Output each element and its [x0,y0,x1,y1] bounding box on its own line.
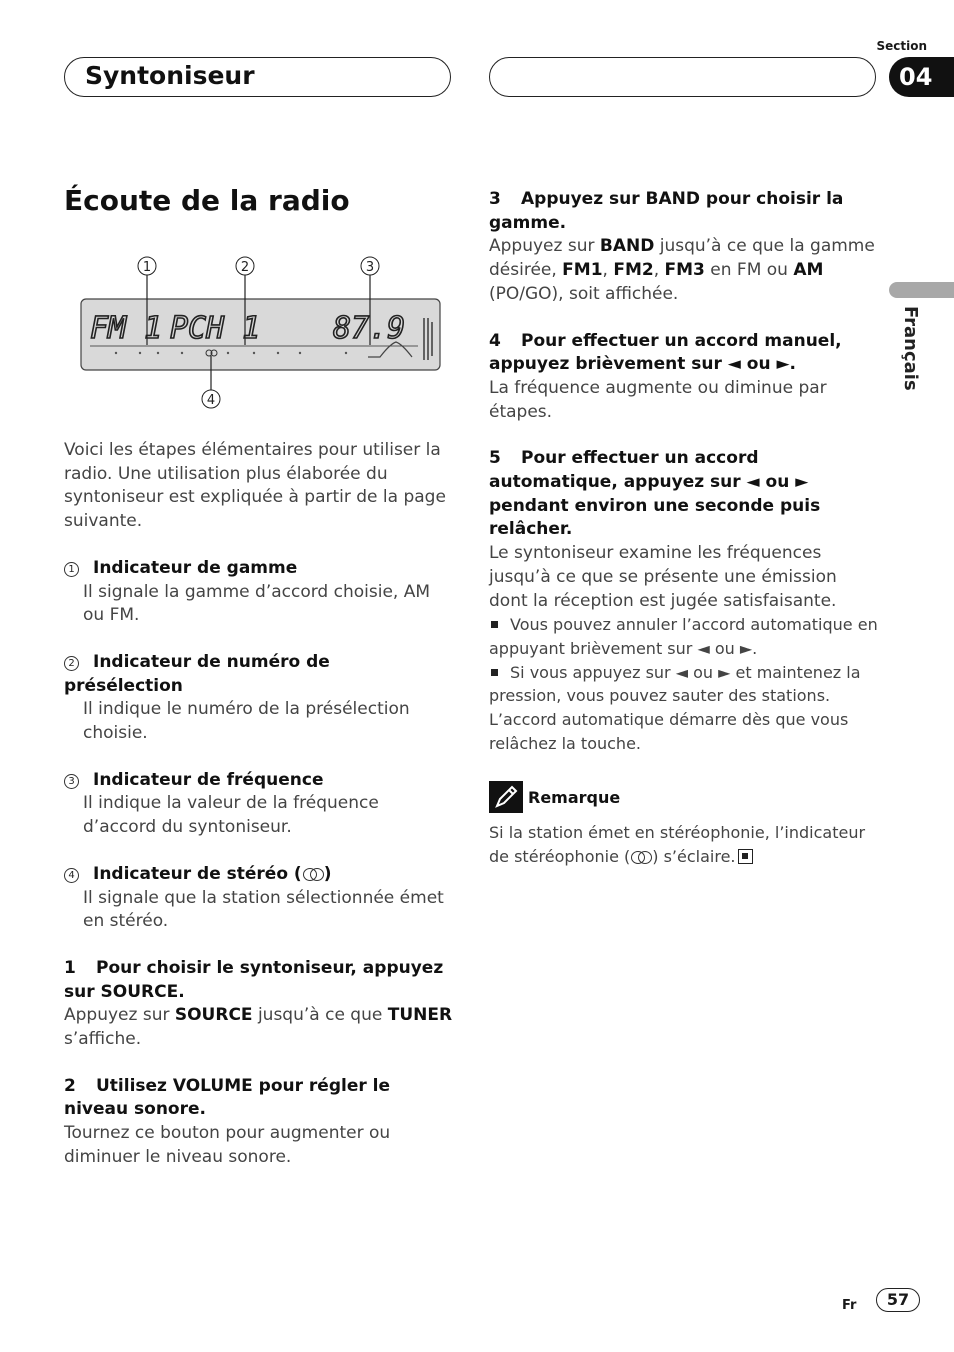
pencil-note-icon [489,781,523,813]
step-number: 2 [64,1075,76,1096]
step-5 [489,447,879,755]
language-tab-bar [889,282,954,298]
step-title: Pour effectuer un accord manuel, appuyez brièvement sur ◄ ou ►. [489,330,842,375]
end-of-section-icon [738,849,753,864]
step-number: 4 [489,330,501,351]
lcd-frequency: 87.9 [333,311,406,346]
square-bullet-icon [491,621,498,628]
indicator-body: Il indique la valeur de la fréquence d’accord du syntoniseur. [83,793,379,838]
language-tab-label: Français [900,306,921,391]
step-title: Utilisez VOLUME pour régler le niveau sonore. [64,1075,391,1120]
callout-3: 3 [365,260,375,275]
indicator-item-band [64,557,454,628]
step-number: 1 [64,957,76,978]
indicator-title: Indicateur de fréquence [93,769,324,790]
step-2 [64,1075,454,1170]
indicator-title: Indicateur de numéro de présélection [64,651,330,696]
step-title: Pour effectuer un accord automatique, appuyez sur ◄ ou ► pendant environ une seconde puis relâcher. [489,448,821,540]
indicator-body: Il signale la gamme d’accord choisie, AM ou FM. [83,581,431,626]
step-body: Le syntoniseur examine les fréquences jusqu’à ce que se présente une émission dont la réception est jugée satisfaisante. [489,543,837,611]
callout-marker: 2 [64,656,79,671]
section-number: 04 [889,57,954,97]
bullet-item: Vous pouvez annuler l’accord automatique en appuyant brièvement sur ◄ ou ►. [489,615,878,658]
step-1 [64,957,454,1052]
callout-2: 2 [240,260,250,275]
step-title: Pour choisir le syntoniseur, appuyez sur SOURCE. [64,957,444,1002]
indicator-body: Il signale que la station sélectionnée émet en stéréo. [83,887,444,932]
indicator-title: Indicateur de stéréo ( [93,863,302,884]
intro-paragraph: Voici les étapes élémentaires pour utiliser la radio. Une utilisation plus élaborée du syntoniseur est expliquée à partir de la page suivante. [64,440,446,532]
footer-language: Fr [842,1298,857,1313]
section-label: Section [876,39,927,53]
bullet-item: Si vous appuyez sur ◄ ou ► et maintenez la pression, vous pouvez sauter des stations. L’accord automatique démarre dès que vous relâchez la touche. [489,662,861,753]
left-column [64,439,454,1193]
callout-marker: 3 [64,774,79,789]
step-number: 5 [489,448,501,469]
page-number: 57 [876,1288,920,1312]
lcd-preset: PCH 1 [170,311,261,346]
header-blank-pill [489,57,876,97]
callout-marker: 4 [64,868,79,883]
note-body: Si la station émet en stéréophonie, l’indicateur de stéréophonie ( ) s’éclaire. [489,823,866,867]
indicator-body: Il indique le numéro de la présélection choisie. [83,699,410,744]
callout-marker: 1 [64,562,79,577]
lcd-segment-text [90,311,405,346]
step-4 [489,330,879,425]
stereo-icon [630,850,652,863]
indicator-item-frequency [64,769,454,840]
right-column [489,188,879,869]
step-body: Appuyez sur BAND jusqu’à ce que la gamme désirée, FM1, FM2, FM3 en FM ou AM (PO/GO), soit affichée. [489,236,875,304]
callout-1: 1 [142,260,152,275]
step-title: Appuyez sur BAND pour choisir la gamme. [489,189,844,233]
step-number: 3 [489,189,501,209]
step-body: La fréquence augmente ou diminue par étapes. [489,377,827,422]
stereo-icon [302,867,324,880]
note-box [489,781,879,868]
step-body: Appuyez sur SOURCE jusqu’à ce que TUNER s’affiche. [64,1005,453,1050]
step-3 [489,188,879,307]
radio-display-figure [78,250,443,415]
indicator-title: Indicateur de gamme [93,557,298,578]
indicator-item-preset [64,651,454,746]
chapter-title: Syntoniseur [85,61,255,90]
indicator-item-stereo: 4 Indicateur de stéréo ( ) Il signale que la station sélectionnée émet en stéréo. [64,863,454,934]
step-body: Tournez ce bouton pour augmenter ou diminuer le niveau sonore. [64,1123,391,1167]
chapter-header [64,57,451,97]
page-title: Écoute de la radio [64,184,350,217]
lcd-band: FM 1 [90,311,163,346]
note-label: Remarque [528,787,621,807]
square-bullet-icon [491,669,498,676]
callout-4: 4 [206,393,216,408]
